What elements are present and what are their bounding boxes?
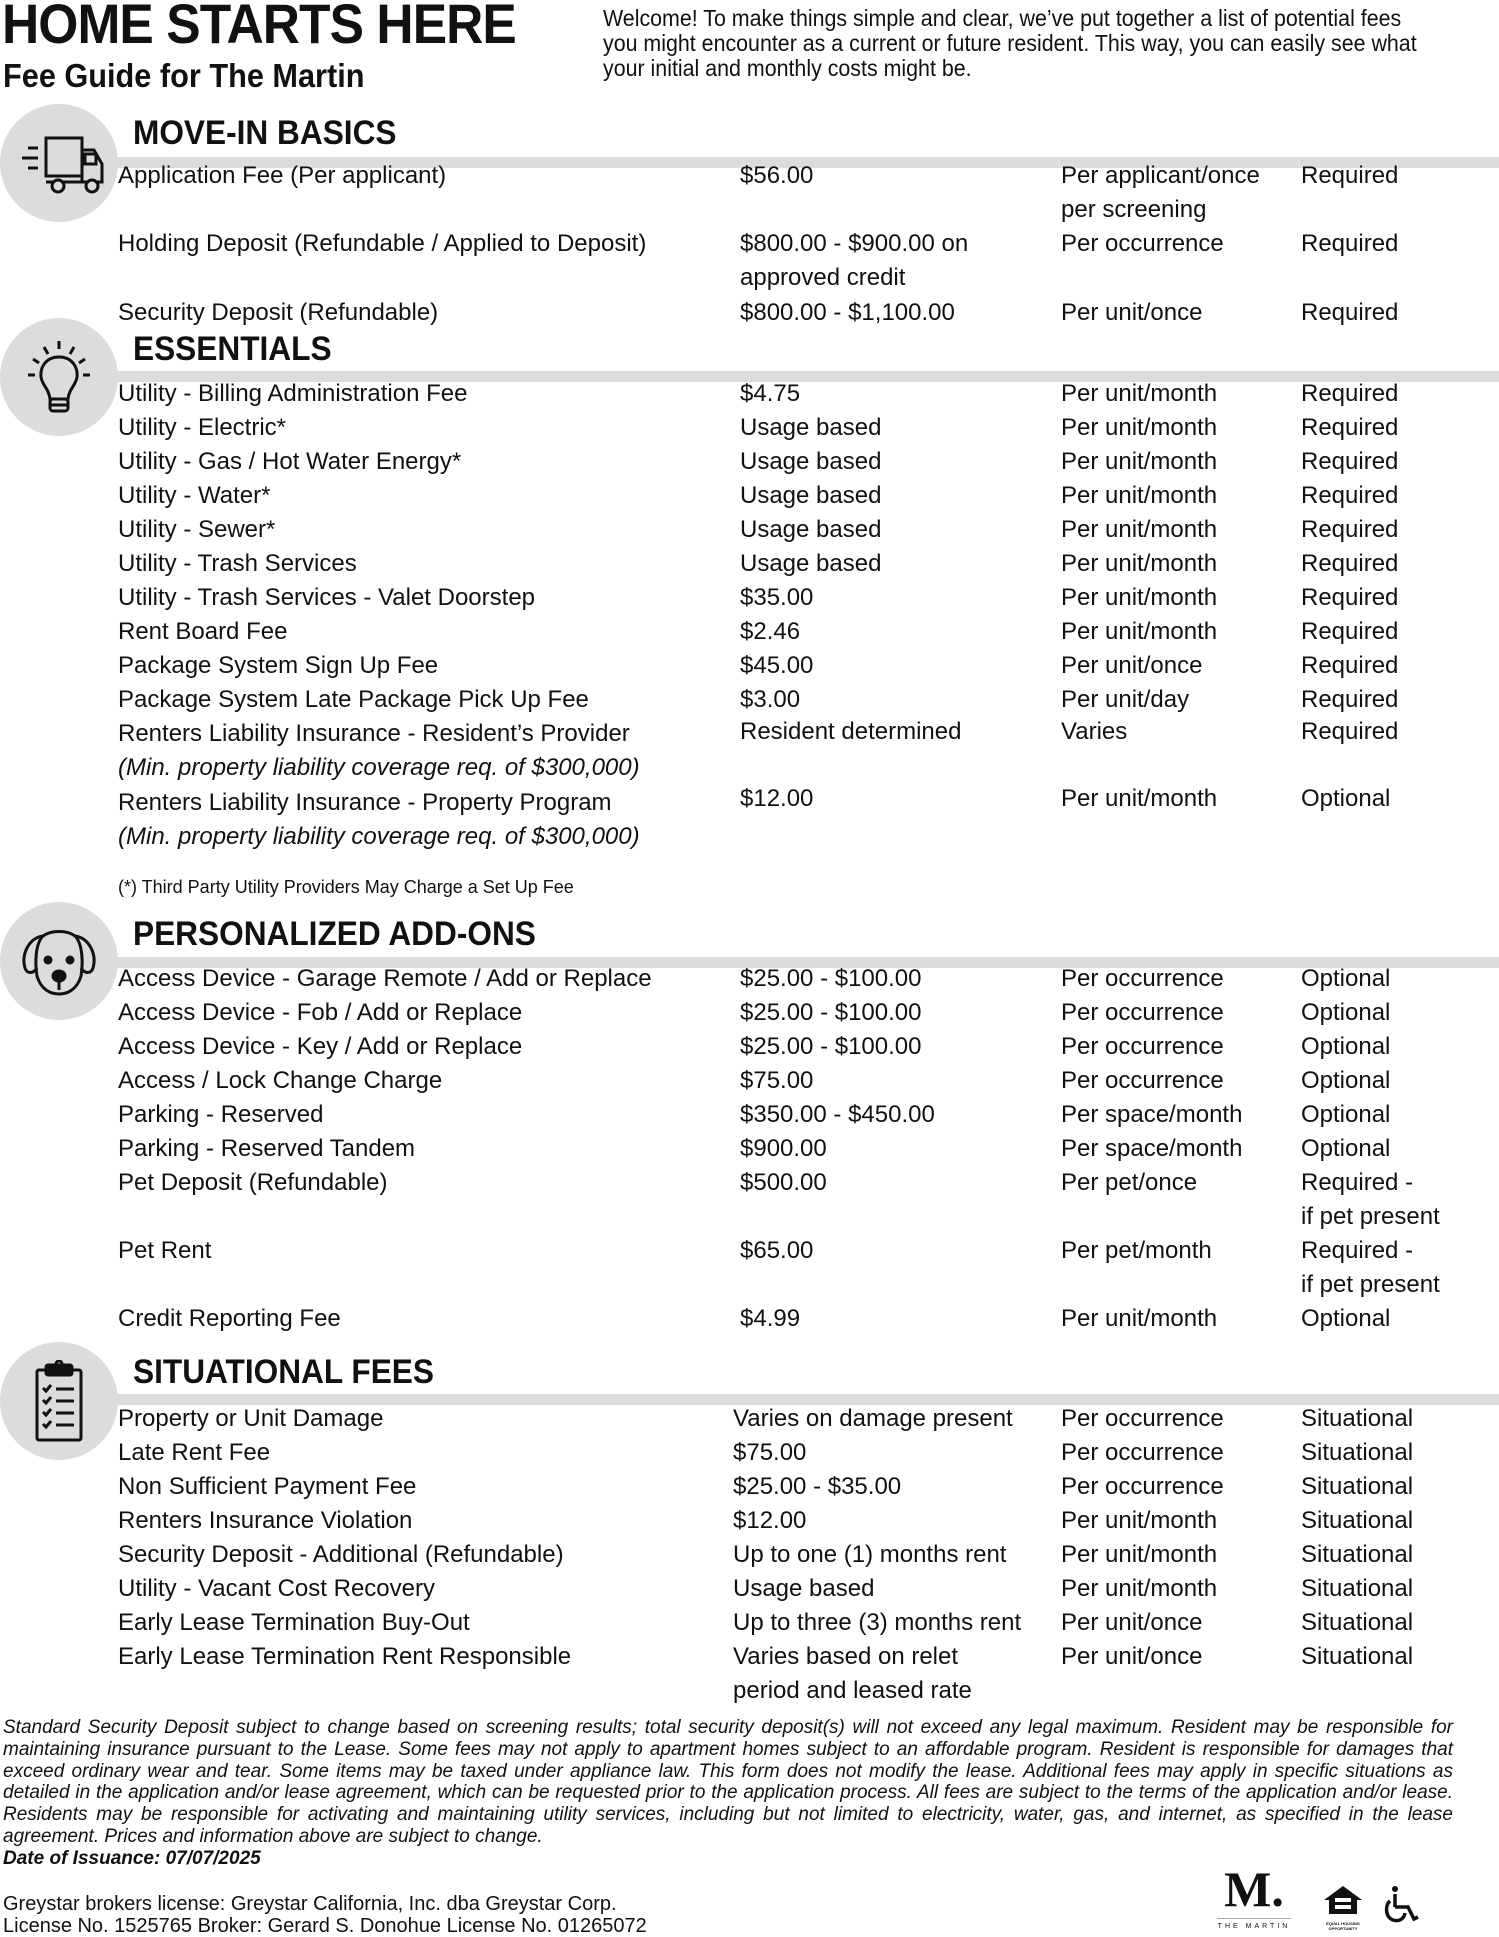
fee-frequency: Per occurrence xyxy=(1061,1067,1224,1094)
fee-name: Utility - Trash Services xyxy=(118,550,357,577)
fee-name: Utility - Gas / Hot Water Energy* xyxy=(118,448,462,475)
fee-status: Required xyxy=(1301,230,1399,257)
fee-amount: Up to one (1) months rent xyxy=(733,1541,1007,1568)
license-line-1: Greystar brokers license: Greystar California, Inc. dba Greystar Corp. xyxy=(3,1893,617,1915)
fee-status: Required - xyxy=(1301,1237,1414,1264)
fee-status: Required xyxy=(1301,686,1399,713)
fee-status: Optional xyxy=(1301,1033,1391,1060)
dog-icon xyxy=(19,924,99,998)
fee-frequency: Per occurrence xyxy=(1061,999,1224,1026)
fee-amount: $12.00 xyxy=(740,785,814,812)
fee-amount: $56.00 xyxy=(740,162,814,189)
fee-name: Security Deposit (Refundable) xyxy=(118,299,439,326)
fee-frequency: Per unit/month xyxy=(1061,482,1218,509)
fee-status: Situational xyxy=(1301,1507,1414,1534)
fee-frequency: Per occurrence xyxy=(1061,230,1224,257)
fee-name: Pet Rent xyxy=(118,1237,212,1264)
lightbulb-icon xyxy=(24,337,94,417)
fee-name: Credit Reporting Fee xyxy=(118,1305,341,1332)
fee-status: Situational xyxy=(1301,1643,1414,1670)
logo-divider xyxy=(1217,1918,1291,1919)
fee-frequency: Per unit/month xyxy=(1061,414,1218,441)
section-icon-circle xyxy=(0,318,118,436)
fee-frequency: Per occurrence xyxy=(1061,1033,1224,1060)
fee-status: Required xyxy=(1301,380,1399,407)
fee-name: Access Device - Garage Remote / Add or Replace xyxy=(118,965,652,992)
fee-name: Access / Lock Change Charge xyxy=(118,1067,443,1094)
fee-status: Required xyxy=(1301,718,1399,745)
fee-frequency: Per unit/month xyxy=(1061,1541,1218,1568)
fee-status: Situational xyxy=(1301,1405,1414,1432)
fee-name: Parking - Reserved Tandem xyxy=(118,1135,416,1162)
intro-text: Welcome! To make things simple and clear, we’ve put together a list of potential fees you might encounter as a current or future resident. This way, you can easily see what your initial and monthly costs might be. xyxy=(603,5,1417,81)
logo-mark: M. xyxy=(1224,1861,1284,1917)
fee-name: Renters Insurance Violation xyxy=(118,1507,413,1534)
fee-amount: $25.00 - $100.00 xyxy=(740,1033,922,1060)
fee-status: Optional xyxy=(1301,1305,1391,1332)
fee-status: Required xyxy=(1301,516,1399,543)
fee-name: Non Sufficient Payment Fee xyxy=(118,1473,417,1500)
fee-amount: $500.00 xyxy=(740,1169,827,1196)
fee-amount: Usage based xyxy=(740,550,882,577)
fee-amount: Varies on damage present xyxy=(733,1405,1013,1432)
equal-housing-label: EQUAL HOUSING OPPORTUNITY xyxy=(1326,1921,1360,1931)
fee-amount: $25.00 - $35.00 xyxy=(733,1473,902,1500)
fee-name: Rent Board Fee xyxy=(118,618,288,645)
fee-status: Required xyxy=(1301,414,1399,441)
the-martin-logo xyxy=(1213,1861,1295,1930)
fee-frequency: Per unit/month xyxy=(1061,516,1218,543)
fee-amount: Usage based xyxy=(733,1575,875,1602)
fee-status: Optional xyxy=(1301,965,1391,992)
fee-status: Required xyxy=(1301,584,1399,611)
fee-frequency: Per occurrence xyxy=(1061,1405,1224,1432)
accessibility-logo xyxy=(1384,1885,1420,1930)
fee-status: Required xyxy=(1301,482,1399,509)
fee-name: Package System Late Package Pick Up Fee xyxy=(118,686,589,713)
fee-amount: $4.99 xyxy=(740,1305,801,1332)
fee-status: Situational xyxy=(1301,1541,1414,1568)
fee-amount: $25.00 - $100.00 xyxy=(740,999,922,1026)
fee-status: Optional xyxy=(1301,1135,1391,1162)
fee-frequency: Per space/month xyxy=(1061,1135,1243,1162)
page-title: HOME STARTS HERE xyxy=(2,0,516,55)
fee-amount: $350.00 - $450.00 xyxy=(740,1101,935,1128)
fee-name: Late Rent Fee xyxy=(118,1439,271,1466)
equal-housing-logo xyxy=(1320,1884,1366,1931)
fee-amount: Resident determined xyxy=(740,718,962,745)
fee-status: Situational xyxy=(1301,1609,1414,1636)
clipboard-checklist-icon xyxy=(34,1360,84,1442)
fee-status: Optional xyxy=(1301,1067,1391,1094)
fee-name: Pet Deposit (Refundable) xyxy=(118,1169,388,1196)
fee-amount: $45.00 xyxy=(740,652,814,679)
logo-name: THE MARTIN xyxy=(1217,1923,1291,1930)
fee-name: Application Fee (Per applicant) xyxy=(118,162,447,189)
fee-frequency: Per unit/month xyxy=(1061,618,1218,645)
fee-status: Situational xyxy=(1301,1575,1414,1602)
fee-name: Renters Liability Insurance - Resident’s Provider xyxy=(118,720,630,747)
fee-status: Required xyxy=(1301,550,1399,577)
fee-amount: $35.00 xyxy=(740,584,814,611)
broker-license xyxy=(3,1893,647,1937)
fee-amount-cont: period and leased rate xyxy=(733,1677,972,1704)
fee-amount: $12.00 xyxy=(733,1507,807,1534)
fee-name: Utility - Vacant Cost Recovery xyxy=(118,1575,435,1602)
fee-status: Required xyxy=(1301,299,1399,326)
fee-status: Situational xyxy=(1301,1473,1414,1500)
fee-name: Access Device - Fob / Add or Replace xyxy=(118,999,523,1026)
fee-name: Utility - Sewer* xyxy=(118,516,276,543)
fee-frequency: Per pet/once xyxy=(1061,1169,1198,1196)
fee-frequency: Per unit/once xyxy=(1061,652,1203,679)
fee-amount: $75.00 xyxy=(733,1439,807,1466)
fee-frequency: Per unit/month xyxy=(1061,1507,1218,1534)
fee-name: Early Lease Termination Rent Responsible xyxy=(118,1643,572,1670)
fee-status: Required xyxy=(1301,162,1399,189)
fee-amount: Usage based xyxy=(740,448,882,475)
fee-name: Parking - Reserved xyxy=(118,1101,324,1128)
fee-frequency: Per unit/month xyxy=(1061,1305,1218,1332)
fee-status: Required xyxy=(1301,618,1399,645)
fee-frequency: Per unit/month xyxy=(1061,380,1218,407)
section-title: ESSENTIALS xyxy=(133,330,332,368)
fee-name: Package System Sign Up Fee xyxy=(118,652,439,679)
fee-amount: $75.00 xyxy=(740,1067,814,1094)
fee-name: Utility - Trash Services - Valet Doorstep xyxy=(118,584,536,611)
fee-frequency: Per occurrence xyxy=(1061,965,1224,992)
fee-frequency: Per space/month xyxy=(1061,1101,1243,1128)
section-icon-circle xyxy=(0,104,118,222)
fee-amount: Varies based on relet xyxy=(733,1643,959,1670)
fee-status-cont: if pet present xyxy=(1301,1271,1440,1298)
fee-frequency: Per unit/month xyxy=(1061,1575,1218,1602)
fee-frequency: Per unit/month xyxy=(1061,785,1218,812)
issuance-date: Date of Issuance: 07/07/2025 xyxy=(3,1848,261,1869)
fee-amount: Usage based xyxy=(740,516,882,543)
fee-status-cont: if pet present xyxy=(1301,1203,1440,1230)
fee-amount: Up to three (3) months rent xyxy=(733,1609,1022,1636)
fee-amount: $800.00 - $1,100.00 xyxy=(740,299,955,326)
fee-frequency: Per pet/month xyxy=(1061,1237,1212,1264)
fee-frequency: Varies xyxy=(1061,718,1128,745)
fee-frequency: Per unit/month xyxy=(1061,584,1218,611)
legal-disclaimer: Standard Security Deposit subject to change based on screening results; total security deposit(s) will not exceed any legal maximum. Resident may be responsible for maintaining insurance pursuant to the Lease. Some fees may not apply to apartment homes subject to an affordable program. Resident is responsible for damages that exceed ordinary wear and tear. Some items may be taxed under appliance law. This form does not modify the lease. Additional fees may apply in specific situations as detailed in the application and/or lease agreement, which can be requested prior to the application process. All fees are subject to the terms of the application and/or lease. Residents may be responsible for activating and maintaining utility services, including but not limited to electricity, water, gas, and internet, as specified in the lease agreement. Prices and information above are subject to change. xyxy=(3,1717,1453,1847)
section-title: MOVE-IN BASICS xyxy=(133,114,397,152)
fee-frequency: Per occurrence xyxy=(1061,1439,1224,1466)
fee-amount: Usage based xyxy=(740,482,882,509)
fee-amount: $2.46 xyxy=(740,618,801,645)
fee-status: Optional xyxy=(1301,785,1391,812)
fee-name-note: (Min. property liability coverage req. of $300,000) xyxy=(118,754,640,781)
equal-housing-icon xyxy=(1322,1884,1364,1916)
fee-status: Optional xyxy=(1301,1101,1391,1128)
section-icon-circle xyxy=(0,1342,118,1460)
fee-amount: $3.00 xyxy=(740,686,801,713)
fee-frequency: Per applicant/once xyxy=(1061,162,1260,189)
fee-amount: $25.00 - $100.00 xyxy=(740,965,922,992)
page-subtitle: Fee Guide for The Martin xyxy=(3,57,365,94)
fee-name-note: (Min. property liability coverage req. of $300,000) xyxy=(118,823,640,850)
license-line-2: License No. 1525765 Broker: Gerard S. Donohue License No. 01265072 xyxy=(3,1915,647,1937)
fee-amount: Usage based xyxy=(740,414,882,441)
fee-amount: $4.75 xyxy=(740,380,801,407)
fee-name: Utility - Water* xyxy=(118,482,271,509)
fee-name: Holding Deposit (Refundable / Applied to Deposit) xyxy=(118,230,647,257)
fee-name: Utility - Billing Administration Fee xyxy=(118,380,468,407)
fee-name: Property or Unit Damage xyxy=(118,1405,384,1432)
fee-name: Renters Liability Insurance - Property Program xyxy=(118,789,612,816)
fee-status: Required - xyxy=(1301,1169,1414,1196)
fee-status: Situational xyxy=(1301,1439,1414,1466)
fee-frequency: Per unit/once xyxy=(1061,1609,1203,1636)
fee-frequency: Per occurrence xyxy=(1061,1473,1224,1500)
fee-frequency: Per unit/once xyxy=(1061,299,1203,326)
wheelchair-icon xyxy=(1384,1885,1420,1925)
utility-footnote: (*) Third Party Utility Providers May Charge a Set Up Fee xyxy=(118,877,574,897)
fee-frequency-cont: per screening xyxy=(1061,196,1207,223)
fee-name: Access Device - Key / Add or Replace xyxy=(118,1033,523,1060)
fee-frequency: Per unit/month xyxy=(1061,550,1218,577)
section-title: SITUATIONAL FEES xyxy=(133,1353,435,1391)
fee-status: Optional xyxy=(1301,999,1391,1026)
fee-status: Required xyxy=(1301,448,1399,475)
fee-amount: $800.00 - $900.00 on xyxy=(740,230,969,257)
section-icon-circle xyxy=(0,902,118,1020)
fee-name: Early Lease Termination Buy-Out xyxy=(118,1609,470,1636)
fee-frequency: Per unit/once xyxy=(1061,1643,1203,1670)
section-title: PERSONALIZED ADD-ONS xyxy=(133,915,536,953)
fee-amount: $900.00 xyxy=(740,1135,827,1162)
fee-amount-cont: approved credit xyxy=(740,264,906,291)
truck-icon xyxy=(14,128,104,198)
fee-frequency: Per unit/month xyxy=(1061,448,1218,475)
fee-status: Required xyxy=(1301,652,1399,679)
fee-name: Utility - Electric* xyxy=(118,414,287,441)
fee-frequency: Per unit/day xyxy=(1061,686,1190,713)
fee-name: Security Deposit - Additional (Refundable) xyxy=(118,1541,564,1568)
fee-amount: $65.00 xyxy=(740,1237,814,1264)
